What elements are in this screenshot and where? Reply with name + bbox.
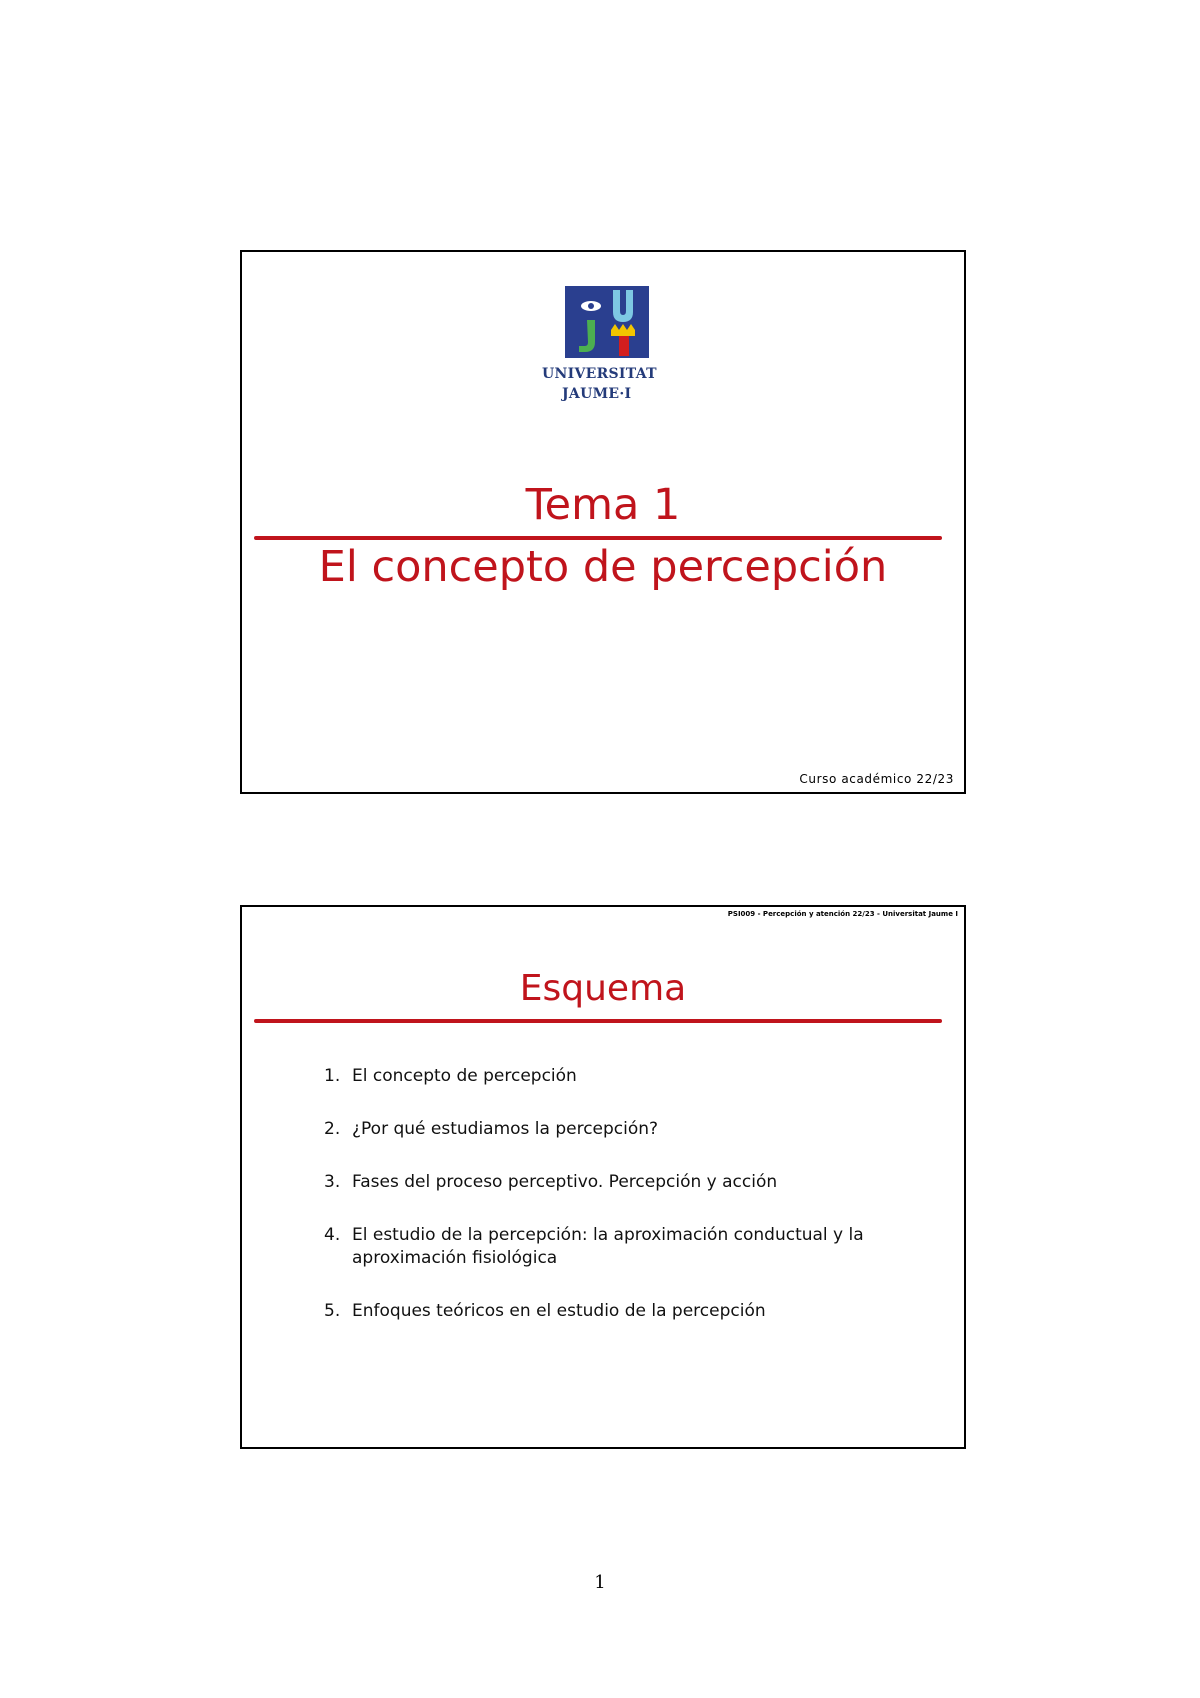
slide-title-topic: Tema 1: [525, 480, 681, 530]
outline-item: [324, 1118, 924, 1141]
slide-title-subject: El concepto de percepción: [318, 542, 888, 592]
title-slide: [240, 250, 966, 794]
outline-item-text: ¿Por qué estudiamos la percepción?: [352, 1119, 659, 1139]
logo-line-jaume: JAUME·I: [562, 386, 632, 402]
university-logo: [542, 286, 662, 406]
outline-item-number: 2.: [324, 1119, 341, 1139]
page-number: 1: [594, 1572, 606, 1593]
outline-item: [324, 1065, 924, 1088]
outline-item-text: El estudio de la percepción: la aproximación conductual y la aproximación fisiológica: [352, 1225, 864, 1268]
outline-item: [324, 1300, 924, 1323]
outline-slide: [240, 905, 966, 1449]
slide-header: PSI009 - Percepción y atención 22/23 - Universitat Jaume I: [727, 910, 958, 918]
outline-item-number: 3.: [324, 1172, 341, 1192]
outline-item-number: 4.: [324, 1225, 341, 1245]
university-logo-mark: [565, 286, 649, 358]
outline-title: Esquema: [519, 968, 687, 1009]
course-year: Curso académico 22/23: [799, 772, 954, 786]
outline-divider: [254, 1019, 942, 1023]
outline-item-number: 5.: [324, 1301, 341, 1321]
outline-item-text: El concepto de percepción: [352, 1066, 577, 1086]
outline-item: [324, 1224, 924, 1270]
title-divider: [254, 536, 942, 540]
outline-list: [324, 1065, 924, 1353]
outline-item-text: Enfoques teóricos en el estudio de la percepción: [352, 1301, 766, 1321]
outline-item-text: Fases del proceso perceptivo. Percepción y acción: [352, 1172, 778, 1192]
university-logo-text: [542, 364, 672, 404]
logo-line-universitat: UNIVERSITAT: [542, 366, 657, 382]
outline-item: [324, 1171, 924, 1194]
outline-item-number: 1.: [324, 1066, 341, 1086]
